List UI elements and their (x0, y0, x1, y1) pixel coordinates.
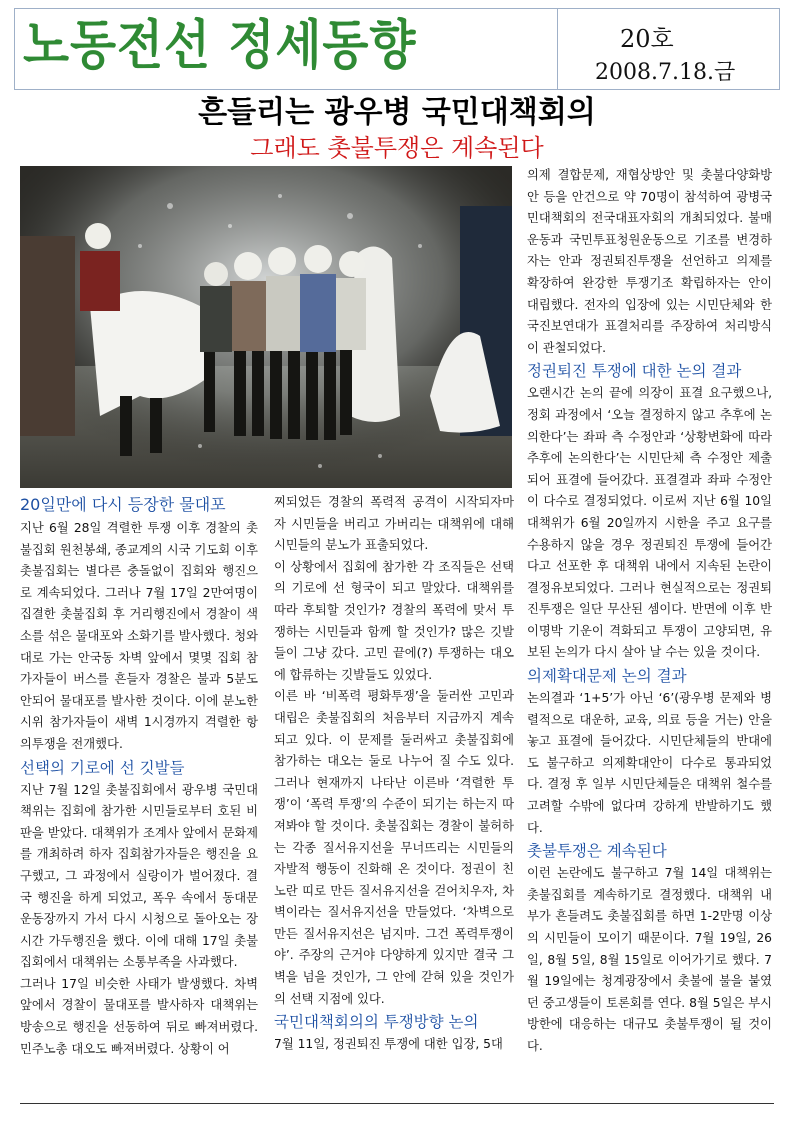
column-2 (274, 492, 514, 1056)
paragraph-col2-2: 이 상황에서 집회에 참가한 각 조직들은 선택의 기로에 선 형국이 되고 말았다. 대책위를 따라 후퇴할 것인가? 경찰의 폭력에 맞서 투쟁하는 시민들과 함께 할 것인가? 많은 깃발들이 그냥 갔다. 고민 끝에(?) 투쟁하는 대오에 합류하는 깃발들도 있었다. (274, 559, 514, 682)
section-heading-continue: 촛불투쟁은 계속된다 (527, 842, 667, 861)
section-heading-resignation: 정권퇴진 투쟁에 대한 논의 결과 (527, 362, 742, 381)
protest-photo-illustration (20, 166, 512, 488)
column-1 (20, 492, 258, 1060)
section-body-crossroads: 지난 7월 12일 촛불집회에서 광우병 국민대책위는 집회에 참가한 시민들로부터 호된 비판을 받았다. 대책위가 조계사 앞에서 문화제를 개최하려 하자 집회참가자들은 행진을 요구했고, 그 과정에서 실랑이가 벌어졌다. 결국 행진을 하게 되었고, 폭우 속에서 동대문운동장까지 가서 다시 시청으로 돌아오는 장시간 가두행진을 했다. 이에 대해 17일 촛불집회에서 대책위는 소통부족을 사과했다. (20, 782, 258, 970)
section-body-water-cannon: 지난 6월 28일 격렬한 투쟁 이후 경찰의 촛불집회 원천봉쇄, 종교계의 시국 기도회 이후 촛불집회는 별다른 충돌없이 집회와 행진으로 계속되었다. 그러나 7월 17일 2만여명이 집결한 촛불집회 후 거리행진에서 경찰이 색소를 섞은 물대포와 소화기를 발사했다. 청와대로 가는 안국동 차벽 앞에서 몇몇 집회 참가자들이 버스를 흔들자 경찰은 불과 5분도 안되어 물대포를 발사한 것이다. 이에 분노한 시위 참가자들이 새벽 1시경까지 격렬한 항의투쟁을 전개했다. (20, 521, 258, 751)
section-body-direction: 7월 11일, 정권퇴진 투쟁에 대한 입장, 5대 (274, 1037, 503, 1052)
section-body-resignation: 오랜시간 논의 끝에 의장이 표결 요구했으나, 정회 과정에서 ‘오늘 결정하지 않고 추후에 논의한다’는 좌파 측 수정안과 ‘상황변화에 따라 추후에 논의한다’는 시민단체 측 수정안 제출되어 표결에 들어갔다. 표결결과 좌파 수정안이 다수로 결정되었다. 이로써 지난 6월 10일 대책위가 6월 20일까지 시한을 주고 요구를 수용하지 않을 경우 정권퇴진 투쟁에 들어간다고 선포한 후 대책위 내에서 지속된 논란이 결정유보되었다. 그러나 현실적으로는 정권퇴진투쟁은 일단 무산된 셈이다. 반면에 이후 반이명박 기운이 격화되고 투쟁이 고양되면, 유보된 논의가 다시 살아 날 수는 있을 것이다. (527, 386, 772, 660)
paragraph-col2-1: 찌되었든 경찰의 폭력적 공격이 시작되자마자 시민들을 버리고 가버리는 대책위에 대해 시민들의 분노가 표출되었다. (274, 495, 514, 553)
section-heading-crossroads: 선택의 기로에 선 깃발들 (20, 758, 185, 777)
subheadline: 그래도 촛불투쟁은 계속된다 (250, 134, 544, 162)
masthead-divider (557, 9, 558, 89)
paragraph-col3-1: 의제 결합문제, 재협상방안 및 촛불다양화방안 등을 안건으로 약 70명이 참석하여 광병국민대책회의 전국대표자회의 개최되었다. 불매운동과 국민투표청원운동으로 기조를 변경하자는 안과 정권퇴진투쟁을 선언하고 의제를 확장하여 완강한 투쟁기조 확립하자는 안이 대립했다. 전자의 입장에 있는 시민단체와 한국진보연대가 표결처리를 주장하여 처리방식이 관철되었다. (527, 168, 772, 355)
protest-photo (20, 166, 512, 488)
section-heading-direction: 국민대책회의의 투쟁방향 논의 (274, 1013, 479, 1032)
column-3 (527, 165, 772, 1058)
section-body-agenda: 논의결과 ‘1+5’가 아닌 ‘6’(광우병 문제와 병렬적으로 대운하, 교육, 의료 등을 거는) 안을 놓고 표결에 들어갔다. 시민단체들의 반대에도 불구하고 의제확대안이 다수로 통과되었다. 결정 후 일부 시민단체들은 대책위 철수를 고려할 수밖에 없다며 강하게 반발하기도 했다. (527, 691, 772, 835)
section-body-continue: 이런 논란에도 불구하고 7월 14일 대책위는 촛불집회를 계속하기로 결정했다. 대책위 내부가 흔들려도 촛불집회를 하면 1-2만명 이상의 시민들이 모이기 때문이다. 7월 19일, 26일, 8월 5일, 8월 15일로 이어가기로 했다. 7월 19일에는 청계광장에서 촛불에 불을 붙였던 중고생들이 토론회를 연다. 8월 5일은 부시방한에 대응하는 대규모 촛불투쟁이 될 것이다. (527, 866, 772, 1053)
paragraph-col2-3: 이른 바 ‘비폭력 평화투쟁’을 둘러싼 고민과 대립은 촛불집회의 처음부터 지금까지 계속되고 있다. 이 문제를 둘러싸고 촛불집회에 참가하는 대오는 둘로 나누어 질 수도 있다. 그러나 현재까지 나타난 이른바 ‘격렬한 투쟁’이 ‘폭력 투쟁’의 수준이 되기는 하는지 따져봐야 할 것이다. 촛불집회는 경찰이 불허하는 각종 질서유지선을 무너뜨리는 시민들의 자발적 행동이 진화해 온 것이다. 정권이 친 노란 띠로 만든 질서유지선을 걷어치우자, 차벽이라는 질서유지선을 만들었다. ‘차벽으로 만든 질서유지선은 넘지마. 그건 폭력투쟁이야’. 주장의 근거야 다양하게 있지만 결국 그 벽을 넘을 것인가, 그 안에 갇혀 있을 것인가의 선택 지점에 있다. (274, 689, 514, 1006)
bottom-rule (20, 1103, 774, 1104)
issue-date: 2008.7.18.금 (595, 60, 736, 85)
section-heading-agenda: 의제확대문제 논의 결과 (527, 667, 687, 686)
masthead (14, 8, 780, 90)
section-heading-water-cannon: 20일만에 다시 등장한 물대포 (20, 495, 226, 514)
masthead-title: 노동전선 정세동향 (23, 15, 417, 76)
headline: 흔들리는 광우병 국민대책회의 (198, 95, 596, 130)
section-body-crossroads-2: 그러나 17일 비슷한 사태가 발생했다. 차벽 앞에서 경찰이 물대포를 발사하자 대책위는 방송으로 행진을 선동하여 뒤로 빠져버렸다. 민주노총 대오도 빠져버렸다. 상황이 어 (20, 976, 258, 1056)
issue-number: 20호 (620, 25, 674, 53)
